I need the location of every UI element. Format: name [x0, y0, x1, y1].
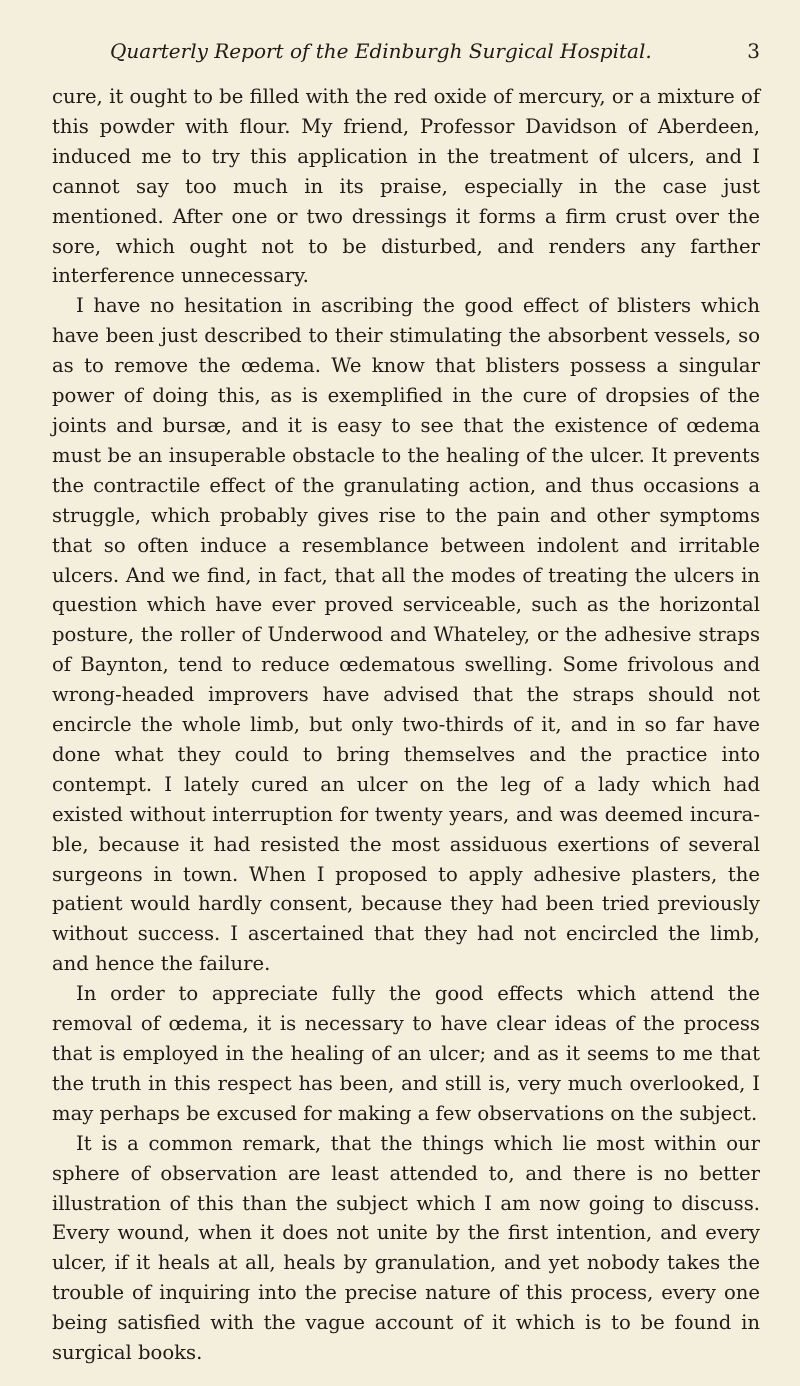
paragraph: In order to appreciate fully the good effects which attend the removal of œdema, it is necessary to have clear ideas of the process that is employed in the healing of an ulcer; and as it seems to me that the truth in this respect has been, and still is, very much overlooked, I may perhaps be excused for making a few observations on the subject. [52, 982, 760, 1125]
paragraph: cure, it ought to be filled with the red oxide of mercury, or a mixture of this powder with flour. My friend, Professor Davidson of Aberdeen, induced me to try this application in the treatment of ulcers, and I cannot say too much in its praise, especially in the case just mentioned. After one or two dressings it forms a firm crust over the sore, which ought not to be disturbed, and renders any farther interference unnecessary. [52, 85, 760, 288]
running-title: Quarterly Report of the Edinburgh Surgical Hospital. [110, 39, 652, 63]
body-text [52, 82, 760, 1368]
running-head [110, 38, 760, 64]
paragraph: I have no hesitation in ascribing the good effect of blisters which have been just described to their stimulating the absorbent vessels, so as to remove the œdema. We know that blisters possess a singular power of doing this, as is exemplified in the cure of dropsies of the joints and bursæ, and it is easy to see that the existence of œdema must be an insuperable obstacle to the healing of the ulcer. It prevents the contractile effect of the granulating action, and thus occasions a struggle, which probably gives rise to the pain and other symptoms that so often induce a resemblance between indolent and irritable ulcers. And we find, in fact, that all the modes of treating the ulcers in question which have ever proved serviceable, such as the horizontal posture, the roller of Underwood and Whateley, or the adhesive straps of Baynton, tend to reduce œdematous swelling. Some frivolous and wrong-headed improvers have advised that the straps should not encircle the whole limb, but only two-thirds of it, and in so far have done what they could to bring themselves and the practice into contempt. I lately cured an ulcer on the leg of a lady which had existed without interruption for twenty years, and was deemed incurable, because it had resisted the most assiduous exertions of several surgeons in town. When I proposed to apply adhesive plasters, the patient would hardly consent, because they had been tried previously without success. I ascertained that they had not encircled the limb, and hence the failure. [52, 294, 760, 976]
page-number: 3 [747, 39, 760, 63]
paragraph: It is a common remark, that the things which lie most within our sphere of observation are least attended to, and there is no better illustration of this than the subject which I am now going to discuss. Every wound, when it does not unite by the first intention, and every ulcer, if it heals at all, heals by granulation, and yet nobody takes the trouble of inquiring into the precise nature of this process, every one being satisfied with the vague account of it which is to be found in surgical books. [52, 1131, 760, 1365]
